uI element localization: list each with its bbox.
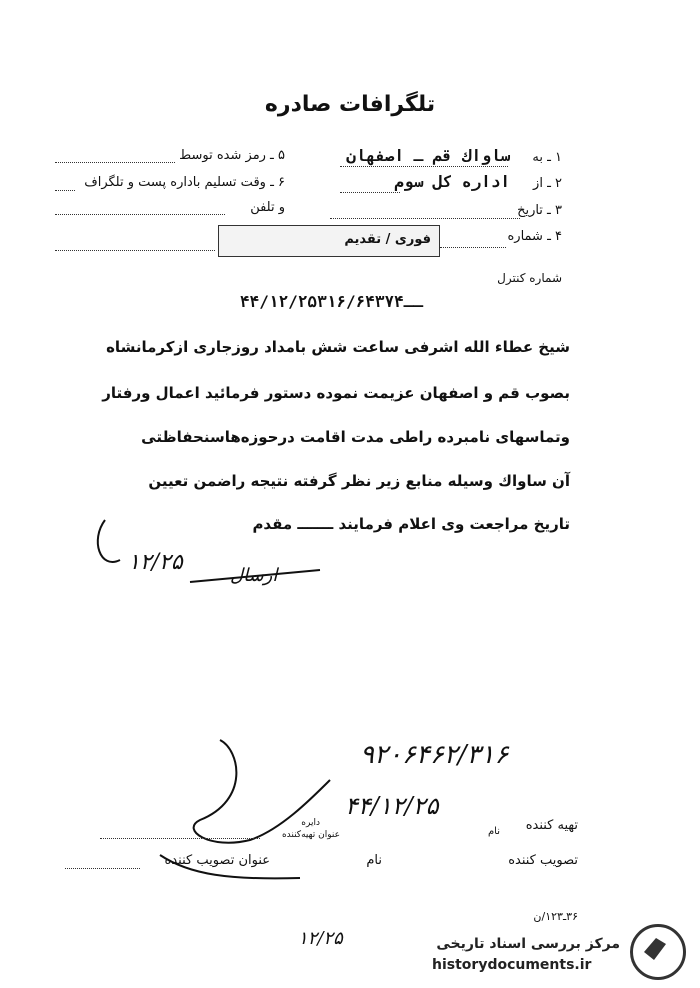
body-line-4: آن ساواك وسیله منابع زیر نظر گرفته نتیجه راضمن تعیین — [148, 472, 570, 490]
handwritten-date-1: ۱۲/۲۵ — [128, 550, 183, 575]
to-line — [340, 166, 508, 167]
date-label: ۳ ـ تاریخ — [517, 203, 562, 218]
department-label: دایره — [301, 818, 320, 828]
body-line-1: شیخ عطاء الله اشرفی ساعت شش بامداد روزجاری ازکرمانشاه — [106, 338, 570, 356]
cipher-line — [55, 162, 175, 163]
to-label: ۱ ـ به — [532, 150, 562, 165]
reference-number: ۴۴/۱۲/۲۵ــ۳۱۶/۶۴۳۷۴ — [240, 292, 424, 311]
approver-title-label: عنوان تصویب کننده — [164, 853, 270, 868]
form-code: ۳۶ـ۱۲۳/ن — [533, 910, 578, 923]
number-label: ۴ ـ شماره — [507, 229, 562, 244]
preparer-line — [100, 838, 260, 839]
delivery-line — [55, 190, 75, 191]
body-line-2: بصوب قم و اصفهان عزیمت نموده دستور فرمائید اعمال ورفتار — [102, 384, 570, 402]
watermark-url: historydocuments.ir — [432, 957, 592, 973]
delivery-label: ۶ ـ وقت تسلیم باداره پست و تلگراف — [84, 175, 285, 190]
handwritten-note: ارسال — [230, 565, 278, 586]
preparer-title-label: عنوان تهیه‌کننده — [281, 830, 340, 840]
phone-label: و تلفن — [250, 200, 285, 215]
number-line — [440, 247, 506, 248]
from-value: اداره كل سوم — [394, 172, 510, 191]
handwritten-code: ۹۲۰۶۴۶۲/۳۱۶ — [360, 740, 509, 770]
phone-line — [55, 214, 225, 215]
priority-stamp-text: فوری / تقدیم — [344, 232, 431, 247]
document-title: تلگرافات صادره — [264, 92, 436, 117]
from-label: ۲ ـ از — [533, 176, 562, 191]
control-number-label: شماره کنترل — [497, 271, 562, 285]
approver-label: تصویب کننده — [508, 853, 578, 868]
priority-stamp — [218, 225, 440, 257]
body-line-3: وتماسهای نامبرده راطی مدت اقامت درحوزه‌هاسنحفاظتی — [141, 428, 570, 446]
to-value: ساواك قم ـ اصفهان — [346, 146, 510, 165]
approver-line — [65, 868, 140, 869]
handwritten-date-3: ۱۲/۲۵ — [298, 928, 343, 949]
archive-logo-icon — [630, 924, 686, 980]
preparer-label: تهیه کننده — [525, 818, 578, 833]
body-line-5: تاریخ مراجعت وی اعلام فرمایند ـــــــ مقدم — [252, 515, 570, 533]
date-line — [330, 218, 520, 219]
preparer-name-label: نام — [487, 826, 500, 837]
approver-name-label: نام — [366, 853, 382, 868]
handwritten-date-2: ۴۴/۱۲/۲۵ — [345, 792, 439, 820]
from-line — [340, 192, 400, 193]
watermark-title: مرکز بررسی اسناد تاریخی — [436, 936, 620, 952]
stamp-line — [55, 250, 215, 251]
cipher-label: ۵ ـ رمز شده توسط — [179, 148, 285, 163]
